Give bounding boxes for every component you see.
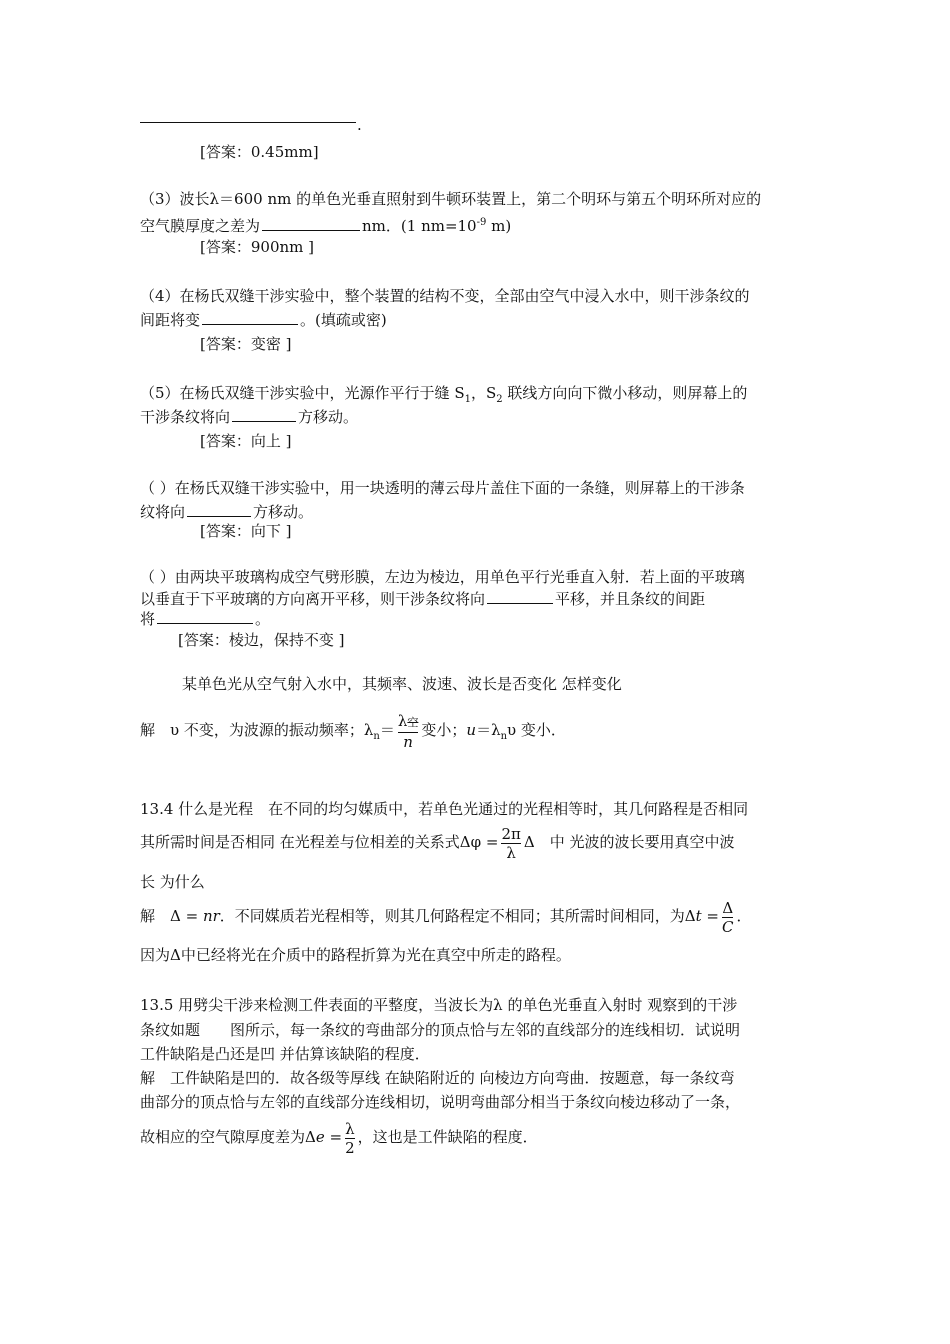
q8-num-strike: 空 bbox=[407, 715, 419, 729]
q6-blank bbox=[187, 500, 251, 517]
q3-blank bbox=[262, 214, 360, 231]
q4-line1: （4）在杨氏双缝干涉实验中，整个装置的结构不变，全部由空气中浸入水中，则干涉条纹的 bbox=[140, 287, 750, 305]
q5-answer: [答案：向上 ] bbox=[200, 432, 292, 450]
q5-sub1: 1 bbox=[464, 394, 471, 405]
q13-5-text-b: ，这也是工件缺陷的程度． bbox=[357, 1128, 538, 1146]
q5-text-e: 方移动。 bbox=[298, 408, 359, 426]
q7-text-b: 平移，并且条纹的间距 bbox=[555, 590, 706, 608]
q6-answer: [答案：向下 ] bbox=[200, 522, 292, 540]
q3-exp: -9 bbox=[476, 217, 487, 228]
q13-4-line5: 因为Δ中已经将光在介质中的路程折算为光在真空中所走的路程。 bbox=[140, 946, 571, 964]
q3-text-b: nm．(1 nm=10 bbox=[362, 217, 477, 235]
q13-4-sol-num: Δ bbox=[722, 898, 734, 917]
q13-4-solution bbox=[140, 895, 810, 937]
answer-top: [答案：0.45mm] bbox=[200, 143, 319, 161]
q7-blank1 bbox=[487, 587, 553, 604]
q8-sol-b: 变小； bbox=[421, 721, 467, 739]
q6-text-b: 方移动。 bbox=[253, 503, 314, 521]
q13-5-line5: 曲部分的顶点恰与左邻的直线部分连线相切，说明弯曲部分相当于条纹向棱边移动了一条， bbox=[140, 1093, 741, 1111]
q5-text-b: ，S bbox=[470, 384, 497, 402]
q8-sol-a: 解 υ 不变，为波源的振动频率；λ bbox=[140, 721, 374, 739]
q3-line1: （3）波长λ＝600 nm 的单色光垂直照射到牛顿环装置上，第二个明环与第五个明环所对应的 bbox=[140, 190, 762, 208]
q5-text-c: 联线方向向下微小移动，则屏幕上的 bbox=[502, 384, 748, 402]
q5-sub2: 2 bbox=[496, 394, 503, 405]
q13-5-fraction bbox=[345, 1120, 355, 1157]
q4-answer: [答案：变密 ] bbox=[200, 335, 292, 353]
q8-sol-u: u bbox=[466, 721, 477, 739]
q13-5-text-a: 故相应的空气隙厚度差为Δ bbox=[140, 1128, 316, 1146]
q3-text-a: 空气膜厚度之差为 bbox=[140, 217, 261, 235]
q6-line1: （ ）在杨氏双缝干涉实验中，用一块透明的薄云母片盖住下面的一条缝，则屏幕上的干涉条 bbox=[140, 479, 745, 497]
q7-text-d: 。 bbox=[255, 610, 271, 628]
q13-5-line6 bbox=[140, 1116, 810, 1158]
q7-line1: （ ）由两块平玻璃构成空气劈形膜，左边为棱边，用单色平行光垂直入射．若上面的平玻璃 bbox=[140, 568, 745, 586]
q13-4-line1: 13.4 什么是光程 在不同的均匀媒质中，若单色光通过的光程相等时，其几何路程是否相同 bbox=[140, 800, 749, 818]
q8-question: 某单色光从空气射入水中，其频率、波速、波长是否变化 怎样变化 bbox=[182, 675, 622, 693]
q5-line2 bbox=[140, 405, 810, 429]
q13-4-sol-t: t bbox=[695, 907, 702, 925]
q8-sol-d: ＝λ bbox=[476, 721, 501, 739]
q13-4-sol-eq: = bbox=[701, 907, 719, 925]
q8-frac-num bbox=[398, 712, 419, 732]
q3-line2 bbox=[140, 211, 810, 238]
q13-5-e: e bbox=[315, 1128, 325, 1146]
q13-4-frac-den: λ bbox=[501, 843, 520, 862]
q8-fraction bbox=[398, 712, 419, 751]
answer-blank bbox=[140, 122, 356, 123]
q8-sub: n bbox=[373, 731, 380, 742]
q13-4-fraction bbox=[501, 825, 520, 862]
q13-5-frac-den: 2 bbox=[345, 1138, 355, 1157]
q13-5-eq: = bbox=[324, 1128, 343, 1146]
q13-4-text-a: 其所需时间是否相同 在光程差与位相差的关系式Δφ = bbox=[140, 833, 499, 851]
q4-text-b: 。(填疏或密) bbox=[300, 311, 387, 329]
q3-answer: [答案：900nm ] bbox=[200, 238, 314, 256]
q13-4-sol-c: ． bbox=[736, 907, 752, 925]
q8-sol-e: υ 变小． bbox=[507, 721, 566, 739]
q4-blank bbox=[202, 308, 298, 325]
q13-4-sol-b: ．不同媒质若光程相等，则其几何路程定不相同；其所需时间相同，为Δ bbox=[219, 907, 696, 925]
q13-4-sol-nr: nr bbox=[202, 907, 220, 925]
q7-text-a: 以垂直于下平玻璃的方向离开平移，则干涉条纹将向 bbox=[140, 590, 486, 608]
q13-4-sol-fraction bbox=[722, 899, 733, 936]
q13-4-sol-a: 解 Δ = bbox=[140, 907, 203, 925]
q3-text-c: m) bbox=[486, 217, 512, 235]
q13-5-line3: 工件缺陷是凸还是凹 并估算该缺陷的程度． bbox=[140, 1045, 430, 1063]
q8-eq: ＝ bbox=[379, 721, 395, 739]
q13-4-frac-num: 2π bbox=[501, 824, 521, 843]
q7-text-c: 将 bbox=[140, 610, 156, 628]
q8-sub2: n bbox=[500, 731, 508, 742]
q13-5-line1: 13.5 用劈尖干涉来检测工件表面的平整度，当波长为λ 的单色光垂直入射时 观察到的干涉 bbox=[140, 996, 738, 1014]
q13-5-frac-num: λ bbox=[345, 1119, 355, 1138]
q5-text-d: 干涉条纹将向 bbox=[140, 408, 231, 426]
q5-blank bbox=[232, 405, 296, 422]
q13-5-line4: 解 工件缺陷是凹的．故各级等厚线 在缺陷附近的 向棱边方向弯曲．按题意，每一条纹弯 bbox=[140, 1069, 735, 1087]
period: . bbox=[357, 116, 362, 134]
q8-num-lambda: λ bbox=[397, 711, 408, 730]
q13-4-line3: 长 为什么 bbox=[140, 873, 205, 891]
q4-line2 bbox=[140, 308, 810, 332]
q7-blank2 bbox=[157, 607, 253, 624]
q13-4-sol-den: C bbox=[722, 917, 734, 936]
q13-4-text-b: Δ 中 光波的波长要用真空中波 bbox=[523, 833, 735, 851]
q8-frac-den: n bbox=[398, 732, 419, 751]
q13-4-line2 bbox=[140, 822, 810, 862]
q7-line3 bbox=[140, 607, 810, 631]
q13-5-line2: 条纹如题 图所示，每一条纹的弯曲部分的顶点恰与左邻的直线部分的连线相切．试说明 bbox=[140, 1021, 741, 1039]
q4-text-a: 间距将变 bbox=[140, 311, 201, 329]
q6-text-a: 纹将向 bbox=[140, 503, 186, 521]
q5-text-a: （5）在杨氏双缝干涉实验中，光源作平行于缝 S bbox=[140, 384, 465, 402]
q8-solution bbox=[140, 706, 810, 761]
q7-answer: [答案：棱边，保持不变 ] bbox=[178, 631, 345, 649]
